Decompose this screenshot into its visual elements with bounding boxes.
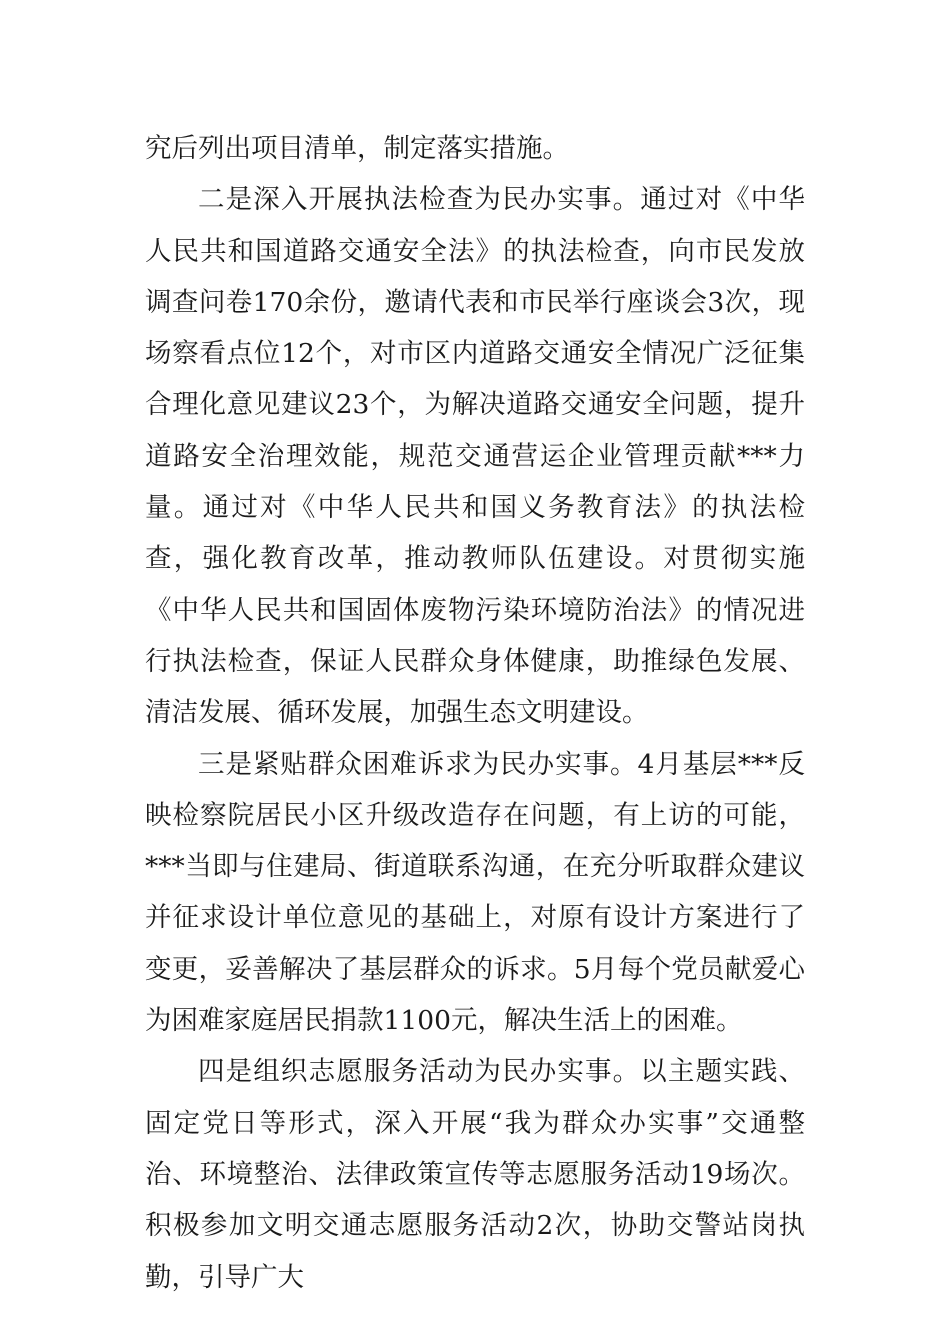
document-body <box>145 123 805 1303</box>
paragraph-continuation: 究后列出项目清单，制定落实措施。 <box>145 133 569 164</box>
paragraph-public-appeals: 三是紧贴群众困难诉求为民办实事。4月基层***反映检察院居民小区升级改造存在问题，有上访的可能，***当即与住建局、街道联系沟通，在充分听取群众建议并征求设计单位意见的基础上，对原有设计方案进行了变更，妥善解决了基层群众的诉求。5月每个党员献爱心为困难家庭居民捐款1100元，解决生活上的困难。 <box>145 748 805 1037</box>
paragraph-law-enforcement-inspection: 二是深入开展执法检查为民办实事。通过对《中华人民共和国道路交通安全法》的执法检查，向市民发放调查问卷170余份，邀请代表和市民举行座谈会3次，现场察看点位12个，对市区内道路交通安全情况广泛征集合理化意见建议23个，为解决道路交通安全问题，提升道路安全治理效能，规范交通营运企业管理贡献***力量。通过对《中华人民共和国义务教育法》的执法检查，强化教育改革，推动教师队伍建设。对贯彻实施《中华人民共和国固体废物污染环境防治法》的情况进行执法检查，保证人民群众身体健康，助推绿色发展、清洁发展、循环发展，加强生态文明建设。 <box>145 184 805 729</box>
paragraph-volunteer-service: 四是组织志愿服务活动为民办实事。以主题实践、固定党日等形式，深入开展“我为群众办实事”交通整治、环境整治、法律政策宣传等志愿服务活动19场次。积极参加文明交通志愿服务活动2次，协助交警站岗执勤，引导广大 <box>145 1056 805 1293</box>
